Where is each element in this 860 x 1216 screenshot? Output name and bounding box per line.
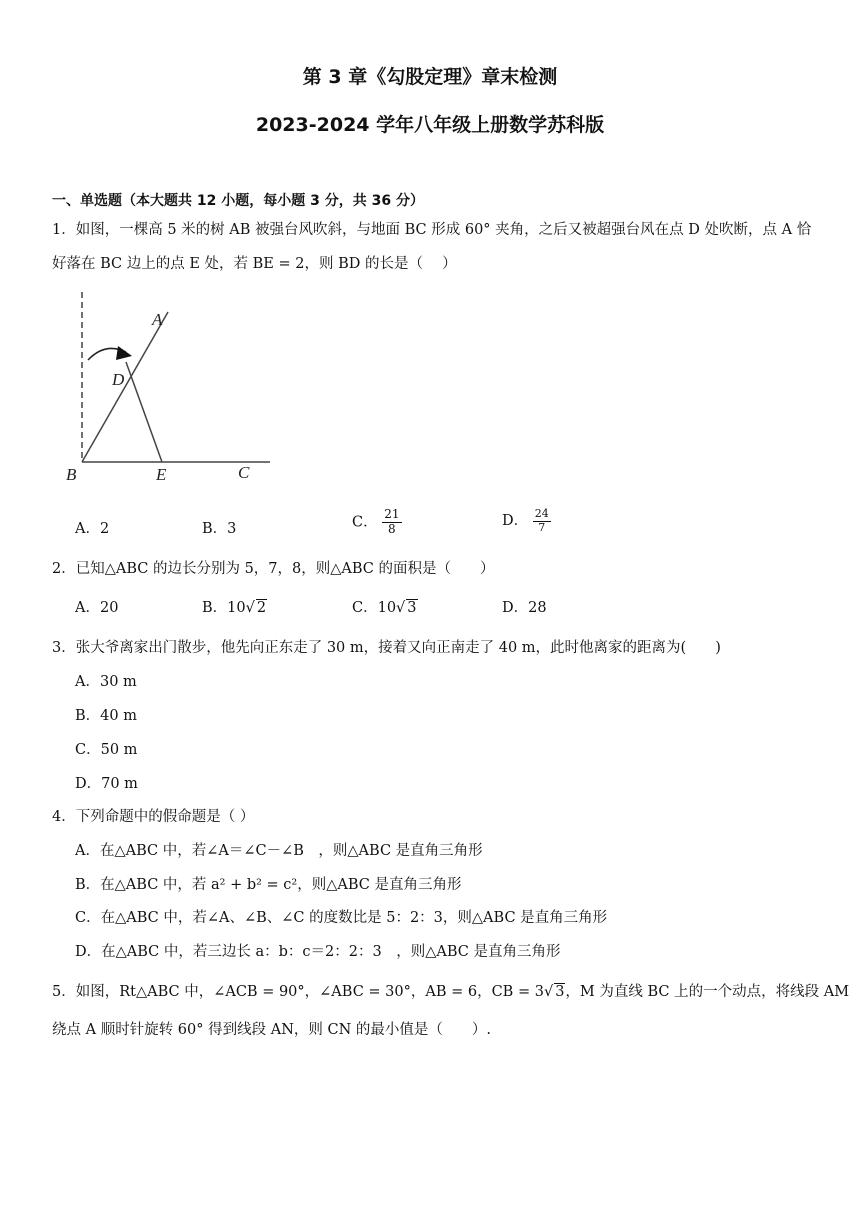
q3-option-b[interactable]: B．40 m [75,708,137,724]
label-d: D [112,370,125,389]
q2-text: 2．已知△ABC 的边长分别为 5，7，8，则△ABC 的面积是（ ） [52,561,495,577]
section-heading: 一、单选题（本大题共 12 小题，每小题 3 分，共 36 分） [52,193,424,209]
q4-option-a[interactable]: A．在△ABC 中，若∠A＝∠C－∠B ，则△ABC 是直角三角形 [75,843,483,859]
q5-text-line2: 绕点 A 顺时针旋转 60° 得到线段 AN，则 CN 的最小值是（ ）. [52,1022,491,1038]
q2-option-a[interactable]: A．20 [75,600,119,616]
document-title: 第 3 章《勾股定理》章末检测 [302,66,558,88]
q3-text: 3．张大爷离家出门散步，他先向正东走了 30 m，接着又向正南走了 40 m，此时他离家的距离为( ) [52,640,721,656]
q3-option-c[interactable]: C．50 m [75,742,138,758]
q4-option-d[interactable]: D．在△ABC 中，若三边长 a：b：c＝2：2：3 ，则△ABC 是直角三角形 [75,944,561,960]
arrowhead-icon [116,346,132,360]
q5-text-line1: 5．如图，Rt△ABC 中，∠ACB = 90°，∠ABC = 30°，AB = 6，CB = 3√ 3，M 为直线 BC 上的一个动点，将线段 AM [52,984,850,1000]
q1-option-c-fraction: $\frac{21}{8}$ [384,507,400,536]
q1-option-d-fraction: $\frac{24}{7}$ [534,507,549,534]
q1-text-line2: 好落在 BC 边上的点 E 处，若 BE = 2，则 BD 的长是（ ） [52,256,457,272]
document-subtitle: 2023-2024 学年八年级上册数学苏科版 [255,114,605,136]
q4-option-c[interactable]: C．在△ABC 中，若∠A、∠B、∠C 的度数比是 5：2：3，则△ABC 是直角三角形 [75,910,608,926]
q2-option-d[interactable]: D．28 [502,600,547,616]
label-e: E [156,465,167,484]
q2-option-c-radicand: 3 [407,600,417,616]
label-a: A [152,310,163,329]
label-c: C [238,463,250,482]
broken-segment-de [126,362,162,462]
q1-option-d[interactable] [502,508,551,534]
q1-option-b[interactable]: B．3 [202,521,237,537]
q2-option-b-radicand: 2 [256,600,267,616]
q5-text-line1-part1: 5．如图，Rt△ABC 中，∠ACB = 90°，∠ABC = 30°，AB = 6，CB = 3 [52,984,544,1000]
label-b: B [66,465,77,484]
q2-option-c-label: C．10 [352,600,397,616]
q1-text-line1: 1．如图，一棵高 5 米的树 AB 被强台风吹斜，与地面 BC 形成 60° 夹角，之后又被超强台风在点 D 处吹断，点 A 恰 [52,222,812,238]
q4-option-b[interactable]: B．在△ABC 中，若 a² + b² = c²，则△ABC 是直角三角形 [75,877,462,893]
q4-text: 4．下列命题中的假命题是（ ） [52,809,255,825]
q2-option-b-label: B．10 [202,600,246,616]
q1-option-a[interactable]: A．2 [75,521,110,537]
q1-option-c-label: C． [352,514,378,531]
q1-option-d-label: D． [502,513,529,530]
tree-line-ba [82,312,168,462]
q1-option-c[interactable] [352,508,402,537]
q3-option-d[interactable]: D．70 m [75,776,138,792]
q1-figure [60,290,280,490]
q5-text-line1-part2: ，M 为直线 BC 上的一个动点，将线段 AM [565,984,850,1000]
q5-radicand: 3 [555,984,565,1000]
q3-option-a[interactable]: A．30 m [75,674,137,690]
q2-option-c[interactable]: C．10√ 3 [352,600,417,616]
q2-option-b[interactable]: B．10√ 2 [202,600,267,616]
